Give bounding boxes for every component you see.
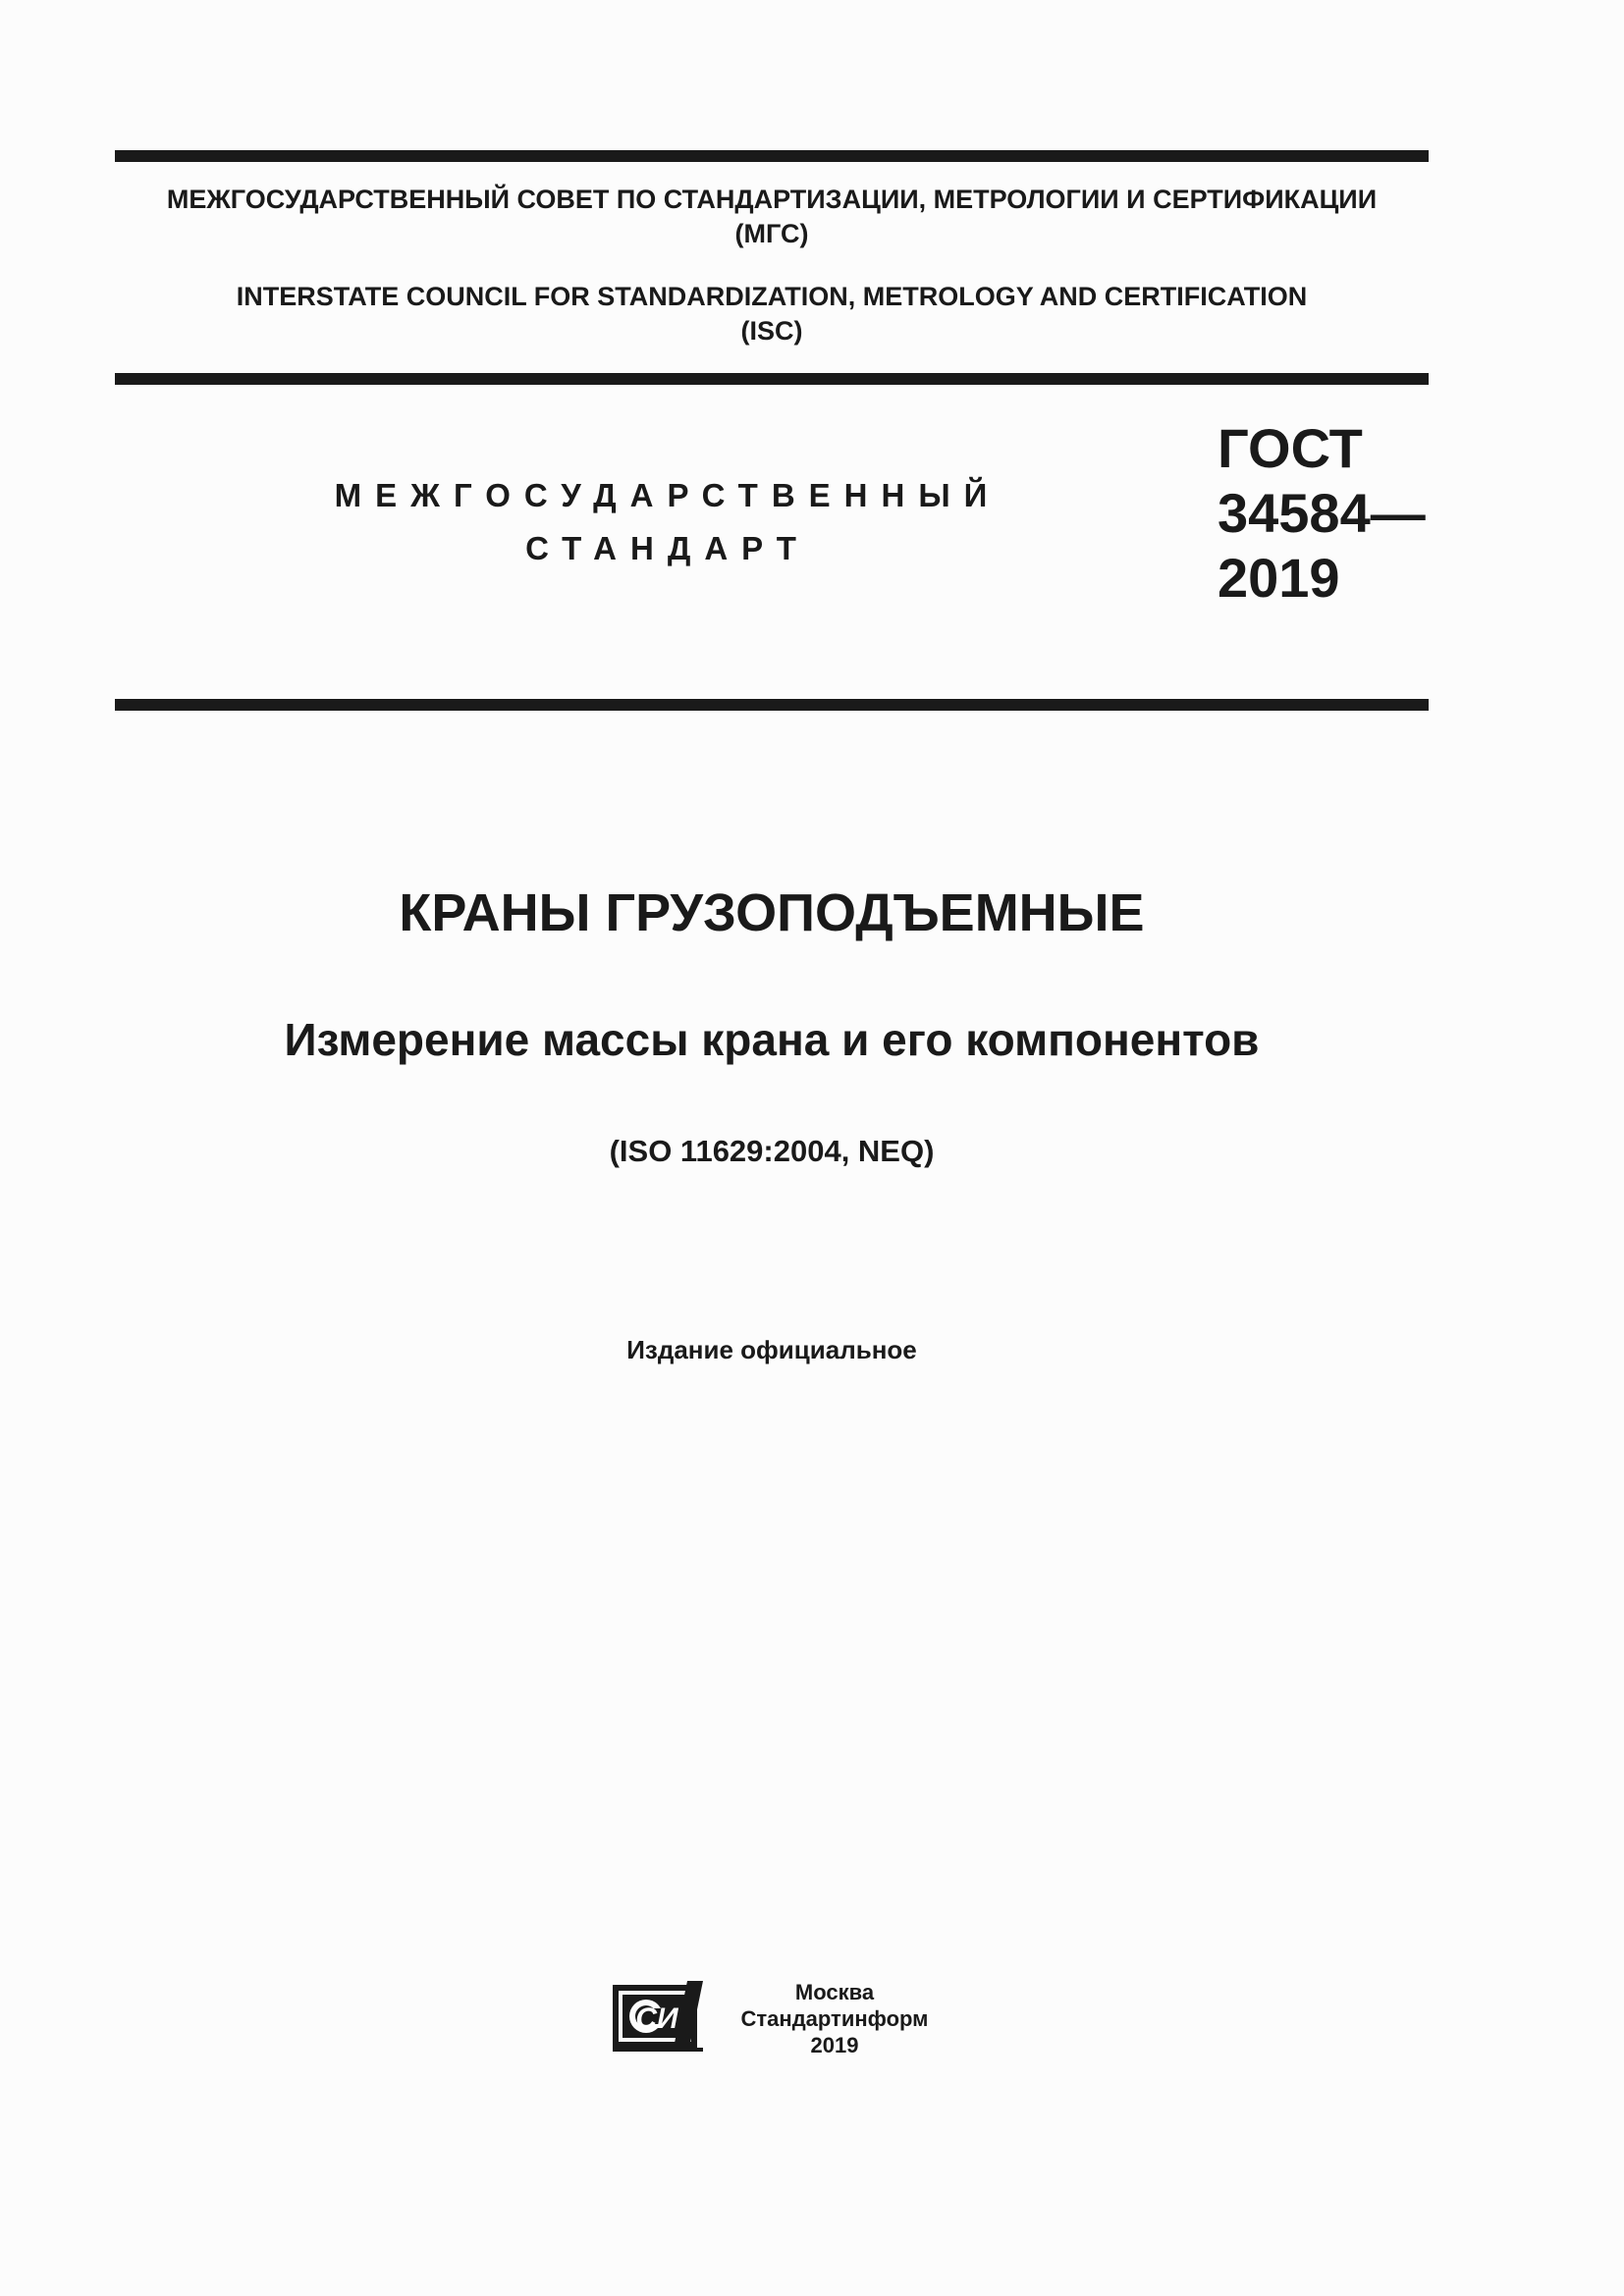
standard-type <box>295 469 1041 575</box>
council-name-ru-line: МЕЖГОСУДАРСТВЕННЫЙ СОВЕТ ПО СТАНДАРТИЗАЦИИ, МЕТРОЛОГИИ И СЕРТИФИКАЦИИ <box>166 185 1378 214</box>
document-title: КРАНЫ ГРУЗОПОДЪЕМНЫЕ <box>399 883 1145 942</box>
document-subtitle: Измерение массы крана и его компонентов <box>284 1014 1260 1065</box>
standartinform-logo-icon <box>611 1979 705 2054</box>
council-name-ru <box>115 183 1429 251</box>
edition-label: Издание официальное <box>626 1335 917 1364</box>
publisher-info <box>722 1979 947 2058</box>
council-name-en-line: INTERSTATE COUNCIL FOR STANDARDIZATION, METROLOGY AND CERTIFICATION <box>236 282 1308 311</box>
council-abbr-ru: (МГС) <box>734 219 809 248</box>
gost-designation <box>1218 416 1426 611</box>
publisher-name: Стандартинформ <box>740 2006 929 2031</box>
publisher-year: 2019 <box>810 2033 859 2057</box>
gost-year: 2019 <box>1218 547 1340 609</box>
standard-type-line2: СТАНДАРТ <box>525 530 810 566</box>
middle-rule <box>115 373 1429 385</box>
standard-type-line1: МЕЖГОСУДАРСТВЕННЫЙ <box>334 477 1001 513</box>
bottom-rule <box>115 699 1429 711</box>
publisher-city: Москва <box>794 1980 875 2004</box>
iso-reference: (ISO 11629:2004, NEQ) <box>609 1134 935 1168</box>
gost-number: 34584— <box>1218 482 1426 544</box>
top-rule <box>115 150 1429 162</box>
council-abbr-en: (ISC) <box>740 316 803 346</box>
gost-prefix: ГОСТ <box>1218 417 1363 479</box>
council-name-en <box>115 280 1429 348</box>
logo-text: СИ <box>635 2002 678 2035</box>
